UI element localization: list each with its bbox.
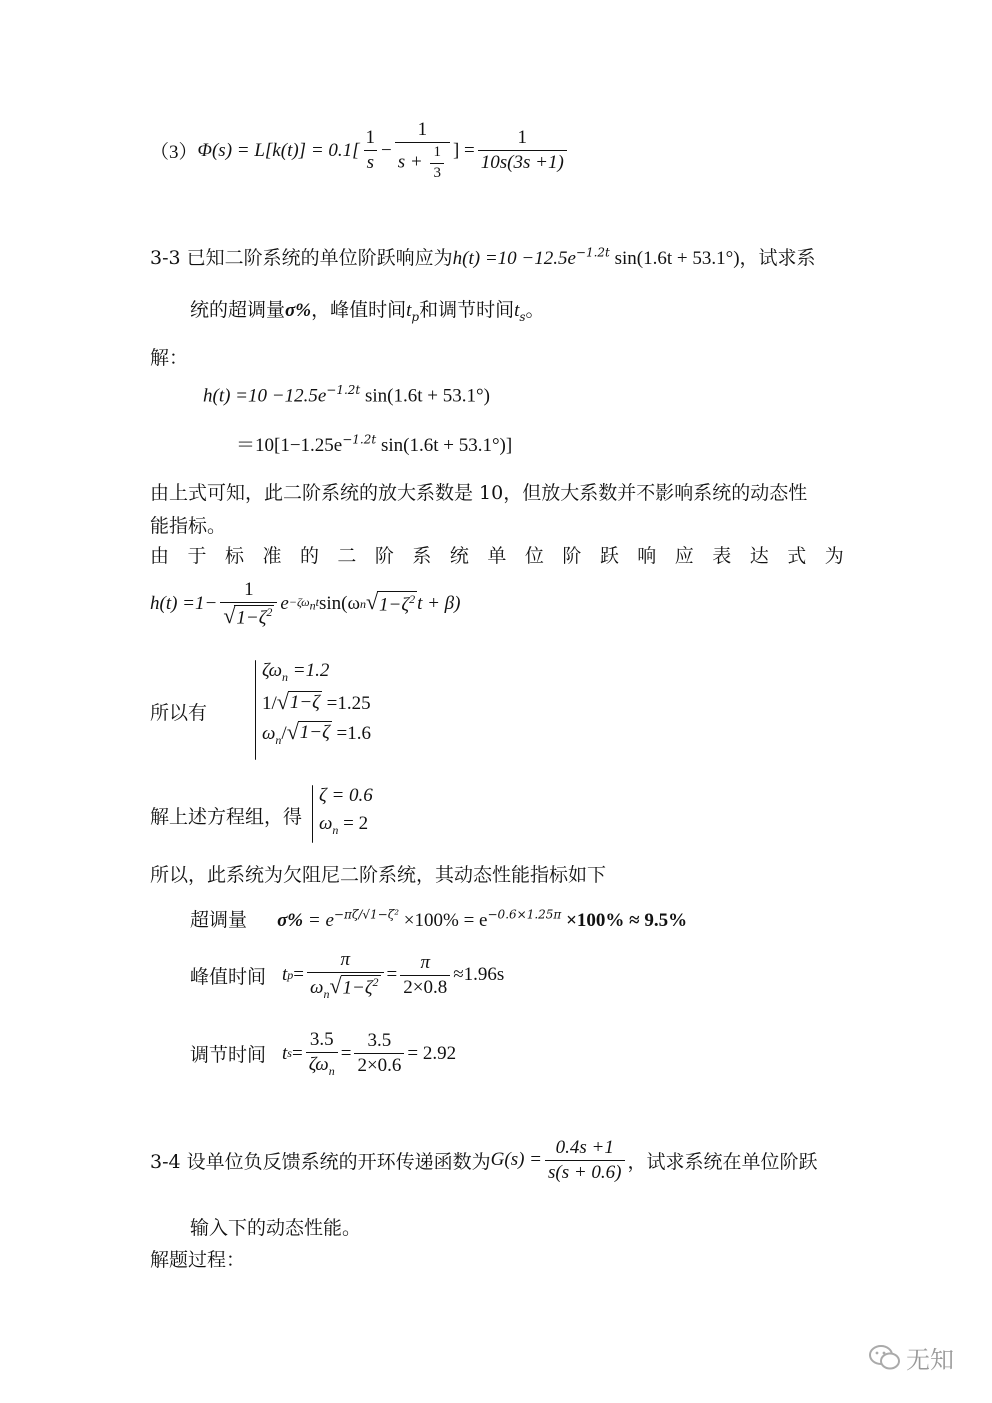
so-have-label: 所以有 xyxy=(150,702,208,724)
justified-char: 准 xyxy=(262,545,282,567)
problem-3-4-line1: 3-4 设单位负反馈系统的开环传递函数为 G(s) = $\frac{0.4s +1}{s(s + 0.6)}$ ，试求系统在单位阶跃 xyxy=(150,1137,818,1183)
justified-char: 位 xyxy=(524,545,544,567)
justified-char: 式 xyxy=(787,545,807,567)
wechat-icon xyxy=(868,1344,902,1372)
justified-char: 由 xyxy=(150,545,170,567)
justified-char: 统 xyxy=(449,545,469,567)
solution-result: ζ = 0.6 $\omega_n = 2$ xyxy=(312,785,373,843)
conclusion-text: 所以，此系统为欠阻尼二阶系统，其动态性能指标如下 xyxy=(150,864,607,886)
solve-label: 解上述方程组，得 xyxy=(150,806,303,828)
problem-3-3-line1: 3-3 已知二阶系统的单位阶跃响应为$h(t) =10 -12.5e^{-1.2t}$ sin(1.6t + 53.1°)，试求系 xyxy=(150,245,816,269)
watermark xyxy=(868,1340,954,1375)
justified-char: 阶 xyxy=(374,545,394,567)
solution-label: 解： xyxy=(150,347,189,369)
justified-char: 为 xyxy=(824,545,844,567)
solution-text-1b: 能指标。 xyxy=(150,515,227,537)
peak-time-row: 峰值时间 t p = π $\omega_n$ √ $1-\zeta^2$ = $\frac{\pi}{2\times 0.8}$ ≈1.96s xyxy=(190,949,505,1001)
problem-3-4-line2: 输入下的动态性能。 xyxy=(190,1217,362,1239)
standard-response-formula: h(t) =1− 1 √ $1-\zeta^2$ e $-\zeta\omega_nt$ sin(ω n √ $1-\zeta^2$ t + β) xyxy=(150,579,461,629)
justified-char: 表 xyxy=(712,545,732,567)
solution-eq2: $=10[1-1.25e^{-1.2t}$ sin(1.6t + 53.1°)] xyxy=(236,432,513,456)
solution-text-1a: 由上式可知，此二阶系统的放大系数是 10，但放大系数并不影响系统的动态性 xyxy=(150,482,808,504)
watermark-text: 无知 xyxy=(906,1346,954,1374)
solution-eq1: $h(t) =10 -12.5e^{-1.2t}$ sin(1.6t + 53.1°) xyxy=(203,383,490,407)
solution-process-label: 解题过程： xyxy=(150,1249,246,1271)
justified-char: 跃 xyxy=(599,545,619,567)
settling-time-row: 调节时间 t s = $\frac{3.5}{\zeta\omega_n}$ = $\frac{3.5}{2\times 0.6}$ = 2.92 xyxy=(190,1029,457,1078)
justified-char: 应 xyxy=(674,545,694,567)
justified-char: 达 xyxy=(749,545,769,567)
justified-char: 系 xyxy=(412,545,432,567)
justified-char: 的 xyxy=(299,545,319,567)
justified-char: 单 xyxy=(487,545,507,567)
justified-char: 标 xyxy=(224,545,244,567)
justified-char: 响 xyxy=(637,545,657,567)
item3-formula: （3） Φ(s) = L[k(t)] = 0.1[ $\frac{1}{s}$ − 1 s + $\frac{1}{3}$ ] = $\frac{1}{10s(3s +1)}$ xyxy=(150,120,570,181)
solution-text-2 xyxy=(150,541,844,568)
problem-3-3-line2: 统的超调量σ%，峰值时间$t_p$和调节时间$t_s$。 xyxy=(190,299,545,324)
overshoot-row: 超调量 $\sigma\% = e^{-\pi\zeta/√1-\zeta^2} \times 100\% = e^{-0.6\times 1.25\pi} \times 100\% \approx 9.5\%$ xyxy=(190,907,688,931)
equation-system: $\zeta\omega_n =1.2$ 1/ √ 1−ζ =1.25 $\omega_n/$ √ 1−ζ =1.6 xyxy=(255,660,371,760)
justified-char: 阶 xyxy=(562,545,582,567)
justified-char: 二 xyxy=(337,545,357,567)
justified-char: 于 xyxy=(187,545,207,567)
